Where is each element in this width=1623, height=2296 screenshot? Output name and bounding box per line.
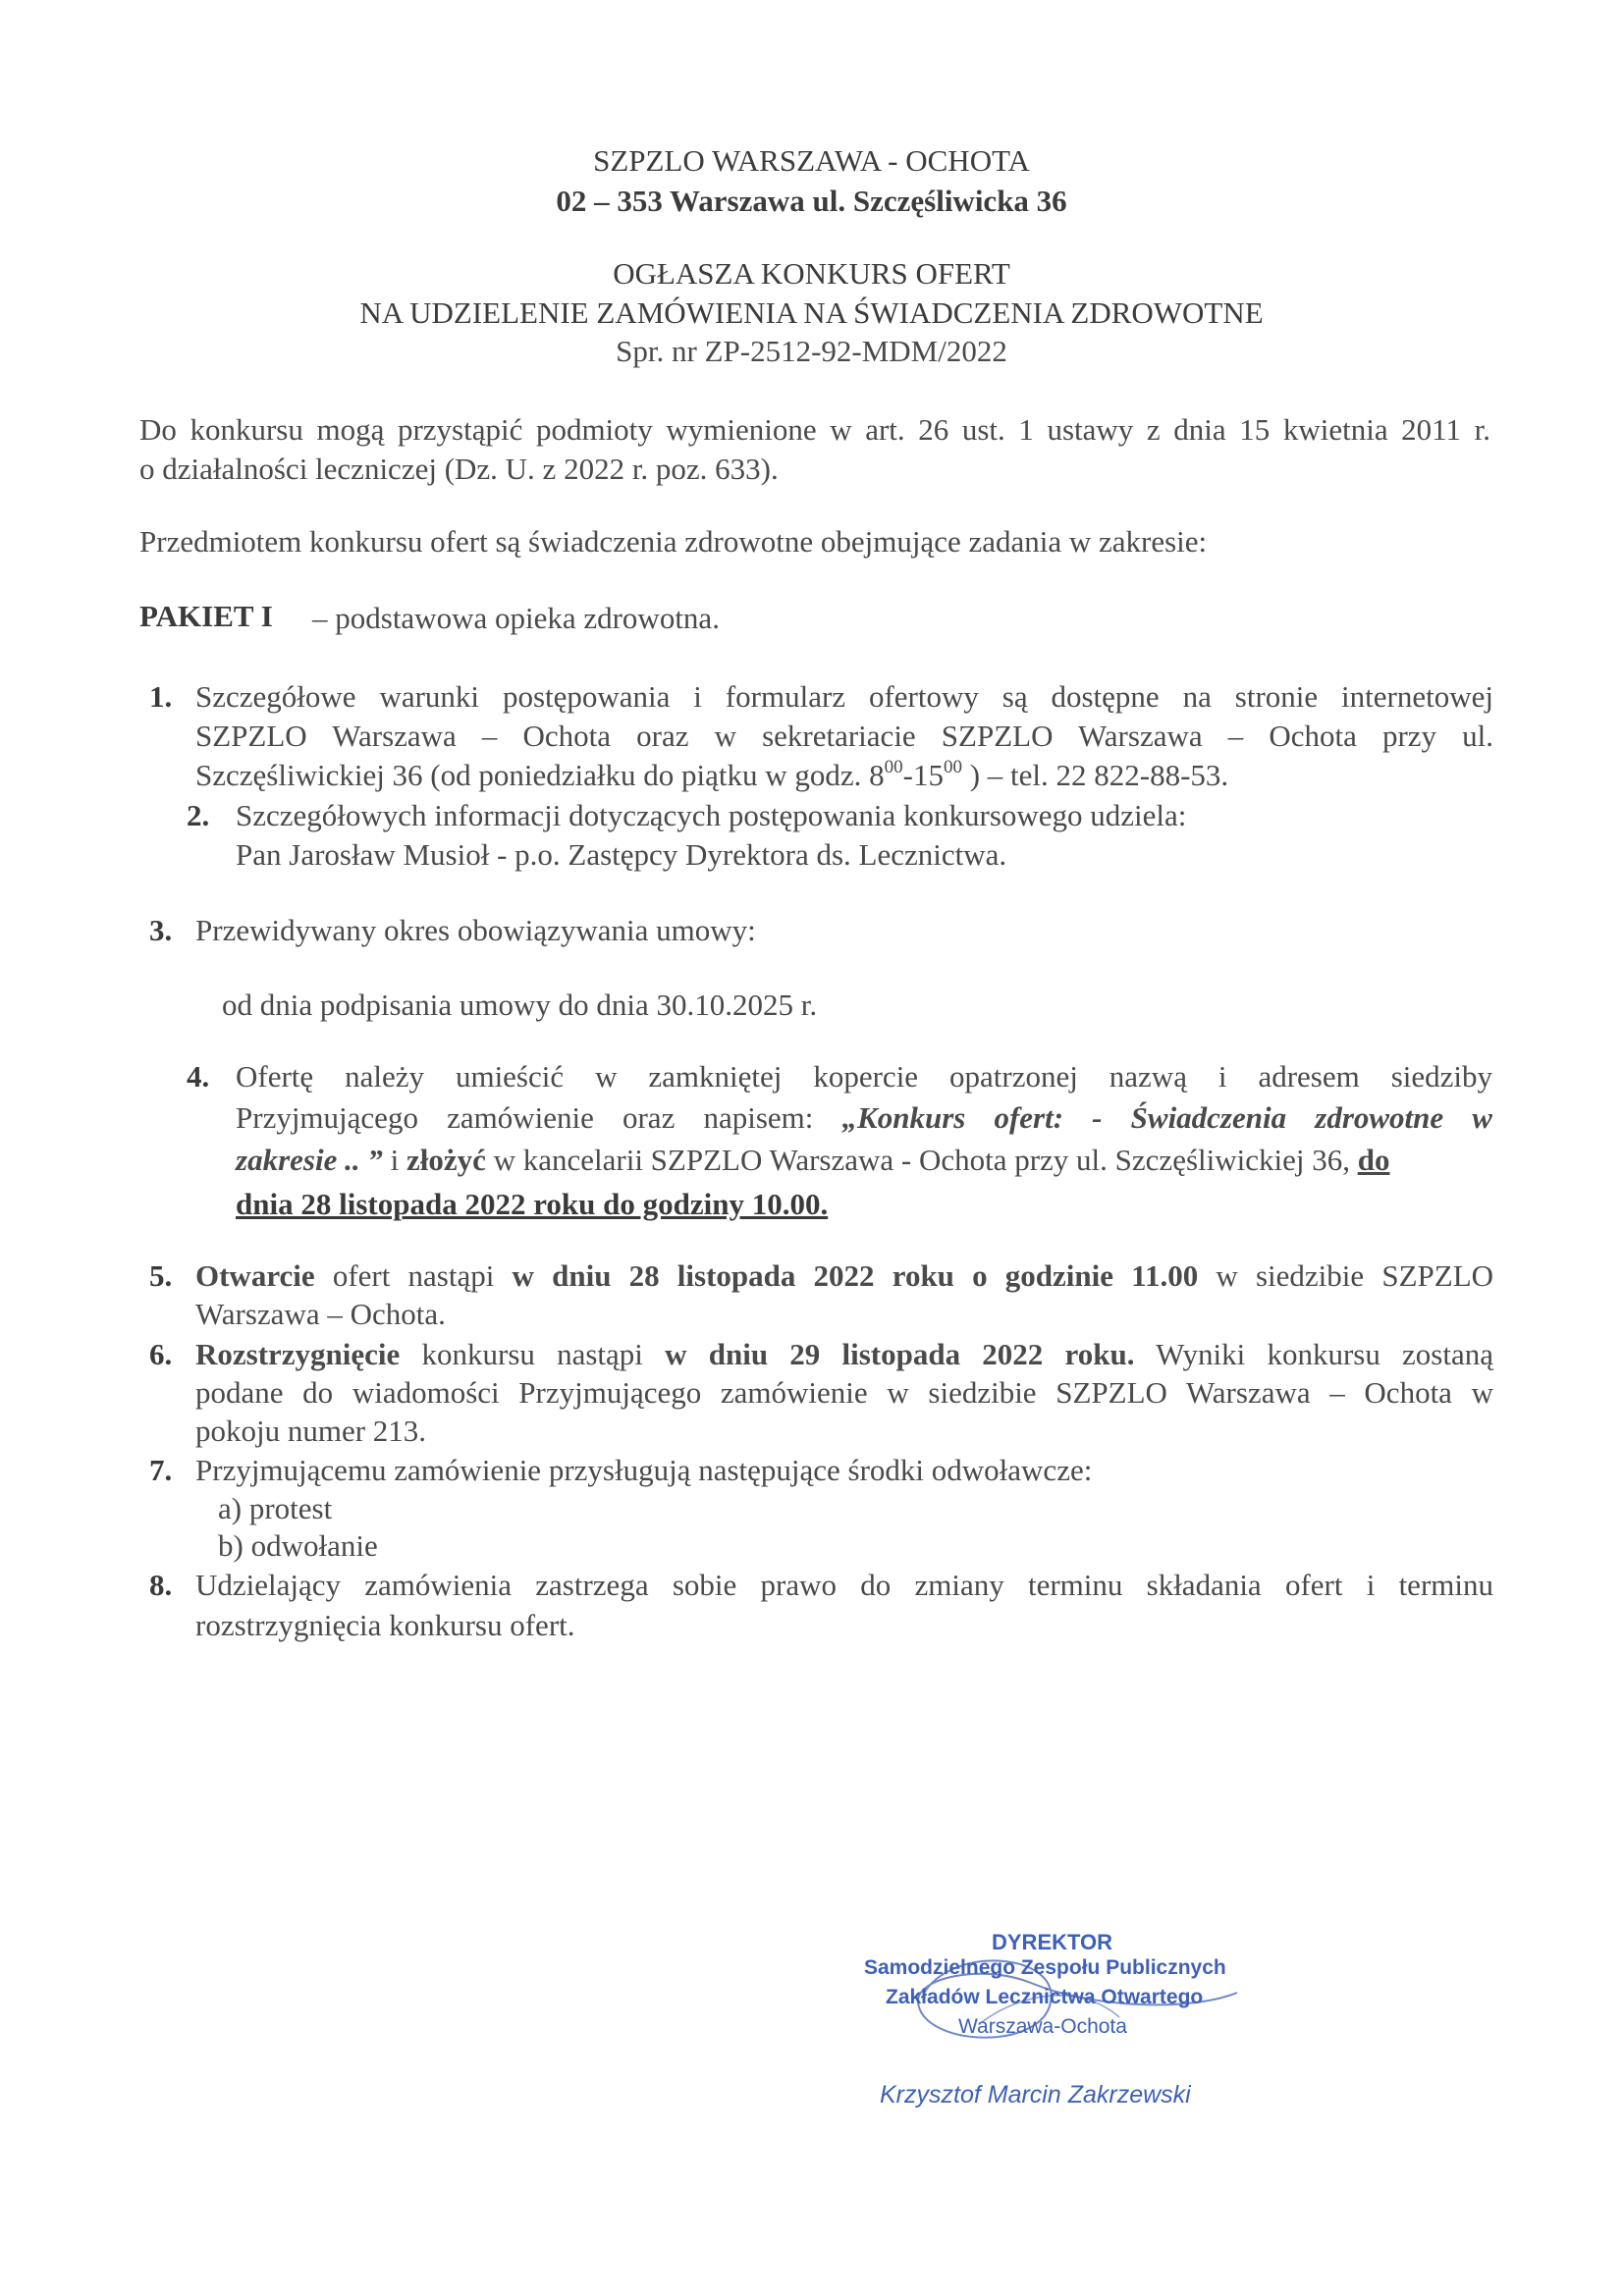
item-1-line-3 — [195, 757, 1228, 794]
item-3-line-2: od dnia podpisania umowy do dnia 30.10.2025 r. — [222, 988, 818, 1022]
item-8-line-2: rozstrzygnięcia konkursu ofert. — [195, 1608, 575, 1642]
item-5-number: 5. — [149, 1258, 173, 1293]
deadline-prefix: do — [1357, 1143, 1390, 1177]
item-4-label-text: Przyjmującego zamówienie oraz napisem: — [236, 1100, 842, 1135]
hours-end-text: -15 — [902, 758, 944, 792]
stamp-title: DYREKTOR — [992, 1930, 1113, 1954]
item-3-number: 3. — [149, 913, 173, 947]
remedy-b: b) odwołanie — [218, 1528, 378, 1563]
org-name: SZPZLO WARSZAWA - OCHOTA — [593, 143, 1030, 178]
item-6-line-2: podane do wiadomości Przyjmującego zamówienie w siedzibie SZPZLO Warszawa – Ochota w — [195, 1375, 1493, 1410]
resolution-date: w dniu 29 listopada 2022 roku. — [665, 1337, 1135, 1371]
item-2-line-2: Pan Jarosław Musioł - p.o. Zastępcy Dyrektora ds. Lecznictwa. — [236, 837, 1007, 872]
resolution-label: Rozstrzygnięcie — [195, 1337, 401, 1371]
office-address-text: w kancelarii SZPZLO Warszawa - Ochota przy ul. Szczęśliwickiej 36, — [485, 1143, 1358, 1177]
director-stamp — [864, 1924, 1276, 2071]
item-4-number: 4. — [187, 1059, 210, 1094]
item-1-number: 1. — [149, 679, 173, 714]
resolution-text: konkursu nastąpi — [400, 1337, 666, 1371]
opening-place: w siedzibie SZPZLO — [1198, 1258, 1494, 1293]
subject-line: Przedmiotem konkursu ofert są świadczenia zdrowotne obejmujące zadania w zakresie: — [139, 524, 1208, 559]
stamp-line-3: Warszawa-Ochota — [958, 2015, 1127, 2038]
opening-date: w dniu 28 listopada 2022 roku o godzinie 11.00 — [512, 1258, 1199, 1293]
item-5-line-1 — [195, 1257, 1493, 1295]
item-2-line-1: Szczegółowych informacji dotyczących postępowania konkursowego udziela: — [236, 798, 1187, 832]
opening-text: ofert nastąpi — [314, 1258, 513, 1293]
pakiet-description: – podstawowa opieka zdrowotna. — [312, 601, 720, 635]
hours-start-sup: 00 — [884, 756, 903, 777]
item-2-number: 2. — [187, 798, 210, 832]
item-1-phone-text: ) – tel. 22 822-88-53. — [961, 758, 1229, 792]
stamp-line-1: Samodzielnego Zespołu Publicznych — [864, 1956, 1226, 1979]
item-4-line-2 — [236, 1099, 1492, 1137]
item-5-line-2: Warszawa – Ochota. — [195, 1297, 446, 1331]
item-1-line-1: Szczegółowe warunki postępowania i formularz ofertowy są dostępne na stronie internetowej — [195, 679, 1493, 714]
item-6-line-3: pokoju numer 213. — [195, 1414, 427, 1448]
item-4-line-1: Ofertę należy umieścić w zamkniętej kopercie opatrzonej nazwą i adresem siedziby — [236, 1059, 1492, 1094]
item-7-line-1: Przyjmującemu zamówienie przysługują następujące środki odwoławcze: — [195, 1453, 1093, 1487]
intro-line-1: Do konkursu mogą przystąpić podmioty wymienione w art. 26 ust. 1 ustawy z dnia 15 kwietnia 2011 r. — [139, 412, 1490, 447]
item-8-number: 8. — [149, 1568, 173, 1602]
org-address: 02 – 353 Warszawa ul. Szczęśliwicka 36 — [556, 184, 1067, 218]
submit-verb: złożyć — [406, 1143, 486, 1177]
item-6-number: 6. — [149, 1337, 173, 1371]
item-3-line-1: Przewidywany okres obowiązywania umowy: — [195, 913, 756, 947]
hours-end-sup: 00 — [943, 756, 962, 777]
item-6-line-1 — [195, 1336, 1493, 1373]
conjunction-text: i — [382, 1143, 406, 1177]
announce-title: OGŁASZA KONKURS OFERT — [613, 256, 1010, 291]
results-text: Wyniki konkursu zostaną — [1134, 1337, 1493, 1371]
stamp-line-2: Zakładów Lecznictwa Otwartego — [886, 1986, 1204, 2008]
envelope-inscription: „Konkurs ofert: - Świadczenia zdrowotne w — [841, 1100, 1492, 1135]
envelope-inscription-end: zakresie .. ” — [236, 1143, 383, 1177]
item-4-line-3 — [236, 1142, 1492, 1179]
submission-deadline: dnia 28 listopada 2022 roku do godziny 10.00. — [236, 1187, 829, 1221]
announce-subtitle: NA UDZIELENIE ZAMÓWIENIA NA ŚWIADCZENIA ZDROWOTNE — [359, 295, 1264, 330]
signatory-name: Krzysztof Marcin Zakrzewski — [880, 2081, 1191, 2109]
intro-line-2: o działalności leczniczej (Dz. U. z 2022 r. poz. 633). — [139, 452, 779, 486]
remedy-a: a) protest — [218, 1491, 333, 1525]
item-7-number: 7. — [149, 1453, 173, 1487]
item-1-hours-text: Szczęśliwickiej 36 (od poniedziałku do piątku w godz. 8 — [195, 758, 885, 792]
opening-label: Otwarcie — [195, 1258, 315, 1293]
item-8-line-1: Udzielający zamówienia zastrzega sobie prawo do zmiany terminu składania ofert i terminu — [195, 1568, 1493, 1602]
item-1-line-2: SZPZLO Warszawa – Ochota oraz w sekretariacie SZPZLO Warszawa – Ochota przy ul. — [195, 719, 1493, 753]
reference-number: Spr. nr ZP-2512-92-MDM/2022 — [616, 334, 1007, 368]
pakiet-label: PAKIET I — [139, 599, 273, 633]
